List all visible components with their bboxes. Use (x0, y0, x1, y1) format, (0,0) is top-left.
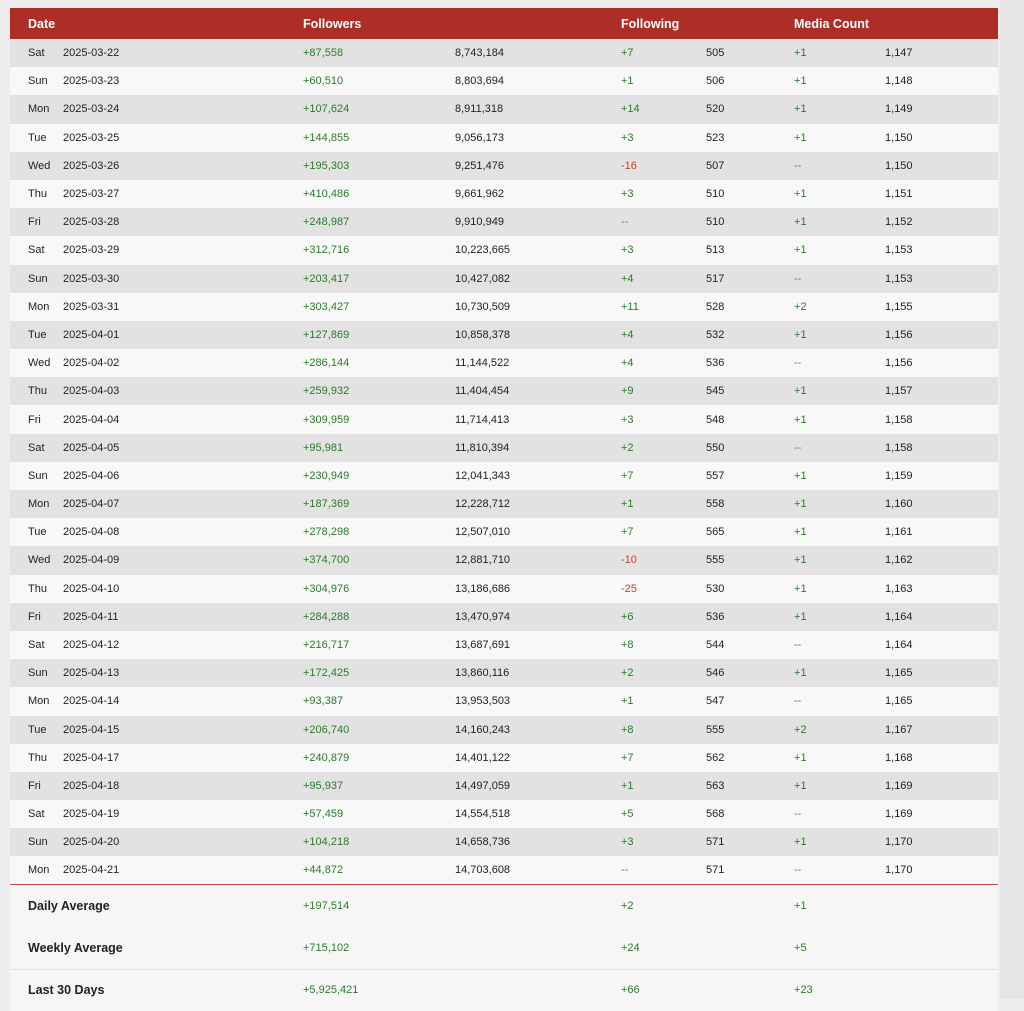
media-total-cell: 1,162 (885, 554, 913, 567)
day-cell: Sat (28, 47, 45, 60)
followers-change-cell: +60,510 (303, 75, 344, 88)
table-row (10, 772, 998, 800)
media-total-cell: 1,153 (885, 272, 913, 285)
date-cell: 2025-03-24 (63, 103, 120, 116)
followers-total-cell: 12,507,010 (455, 526, 511, 539)
scrollbar[interactable] (1000, 0, 1024, 999)
day-cell: Mon (28, 103, 50, 116)
date-cell: 2025-04-10 (63, 582, 120, 595)
followers-change-cell: +286,144 (303, 357, 350, 370)
summary-row (10, 927, 998, 969)
media-change-cell: +2 (794, 300, 807, 313)
summary-followers: +197,514 (303, 900, 350, 913)
following-total-cell: 558 (706, 498, 725, 511)
followers-total-cell: 10,223,665 (455, 244, 511, 257)
date-cell: 2025-04-13 (63, 667, 120, 680)
media-change-cell: +1 (794, 610, 807, 623)
following-total-cell: 523 (706, 131, 725, 144)
date-cell: 2025-03-30 (63, 272, 120, 285)
media-total-cell: 1,169 (885, 779, 913, 792)
followers-change-cell: +230,949 (303, 469, 350, 482)
following-header[interactable]: Following (621, 8, 794, 39)
table-row (10, 236, 998, 264)
table-row (10, 631, 998, 659)
media-change-cell: -- (794, 159, 802, 172)
media-change-cell: +1 (794, 582, 807, 595)
following-total-cell: 568 (706, 808, 725, 821)
following-total-cell: 571 (706, 836, 725, 849)
following-change-cell: +7 (621, 47, 634, 60)
following-total-cell: 544 (706, 639, 725, 652)
followers-total-cell: 13,186,686 (455, 582, 511, 595)
media-count-header[interactable]: Media Count (794, 8, 998, 39)
media-total-cell: 1,153 (885, 244, 913, 257)
media-total-cell: 1,160 (885, 498, 913, 511)
day-cell: Mon (28, 695, 50, 708)
table-summary (10, 885, 998, 1011)
date-cell: 2025-03-28 (63, 216, 120, 229)
media-total-cell: 1,156 (885, 328, 913, 341)
following-change-cell: +1 (621, 498, 634, 511)
date-cell: 2025-04-03 (63, 385, 120, 398)
followers-total-cell: 12,881,710 (455, 554, 511, 567)
table-row (10, 152, 998, 180)
day-cell: Fri (28, 216, 41, 229)
date-cell: 2025-04-04 (63, 413, 120, 426)
followers-change-cell: +187,369 (303, 498, 350, 511)
table-row (10, 828, 998, 856)
followers-change-cell: +410,486 (303, 188, 350, 201)
media-total-cell: 1,169 (885, 808, 913, 821)
table-row (10, 349, 998, 377)
media-total-cell: 1,168 (885, 751, 913, 764)
table-row (10, 462, 998, 490)
media-total-cell: 1,167 (885, 723, 913, 736)
media-change-cell: -- (794, 695, 802, 708)
following-change-cell: -10 (621, 554, 637, 567)
followers-total-cell: 9,910,949 (455, 216, 504, 229)
following-change-cell: +3 (621, 244, 634, 257)
following-total-cell: 536 (706, 357, 725, 370)
followers-change-cell: +284,288 (303, 610, 350, 623)
day-cell: Tue (28, 131, 47, 144)
day-cell: Wed (28, 554, 51, 567)
following-change-cell: +8 (621, 723, 634, 736)
media-change-cell: -- (794, 808, 802, 821)
following-total-cell: 507 (706, 159, 725, 172)
following-change-cell: +7 (621, 751, 634, 764)
date-cell: 2025-03-27 (63, 188, 120, 201)
media-change-cell: -- (794, 357, 802, 370)
following-total-cell: 513 (706, 244, 725, 257)
media-change-cell: +1 (794, 131, 807, 144)
table-row (10, 180, 998, 208)
table-row (10, 293, 998, 321)
date-cell: 2025-04-11 (63, 610, 119, 623)
media-change-cell: +1 (794, 779, 807, 792)
following-change-cell: +1 (621, 75, 634, 88)
day-cell: Sun (28, 469, 48, 482)
followers-total-cell: 13,860,116 (455, 667, 510, 680)
followers-change-cell: +374,700 (303, 554, 350, 567)
media-change-cell: +1 (794, 469, 807, 482)
table-row (10, 124, 998, 152)
day-cell: Sat (28, 441, 45, 454)
date-cell: 2025-03-31 (63, 300, 120, 313)
following-change-cell: +4 (621, 328, 634, 341)
following-total-cell: 520 (706, 103, 725, 116)
table-row (10, 95, 998, 123)
following-total-cell: 506 (706, 75, 725, 88)
media-total-cell: 1,150 (885, 131, 913, 144)
following-change-cell: +1 (621, 695, 634, 708)
summary-media: +1 (794, 900, 807, 913)
followers-total-cell: 10,858,378 (455, 328, 511, 341)
summary-following: +66 (621, 969, 794, 1011)
followers-change-cell: +95,937 (303, 779, 344, 792)
following-change-cell: +7 (621, 469, 634, 482)
followers-change-cell: +216,717 (303, 639, 350, 652)
date-cell: 2025-04-18 (63, 779, 120, 792)
following-total-cell: 510 (706, 216, 725, 229)
media-change-cell: -- (794, 639, 802, 652)
day-cell: Wed (28, 357, 51, 370)
day-cell: Sat (28, 244, 45, 257)
followers-total-cell: 12,041,343 (455, 469, 511, 482)
following-total-cell: 546 (706, 667, 725, 680)
day-cell: Thu (28, 751, 47, 764)
following-total-cell: 571 (706, 864, 725, 877)
following-change-cell: -16 (621, 159, 637, 172)
date-cell: 2025-04-08 (63, 526, 120, 539)
table-row (10, 856, 998, 884)
followers-change-cell: +303,427 (303, 300, 350, 313)
summary-media: +5 (794, 941, 807, 954)
media-change-cell: +1 (794, 526, 807, 539)
followers-total-cell: 11,810,394 (455, 441, 510, 454)
date-header[interactable]: Date (10, 8, 303, 39)
table-row (10, 67, 998, 95)
media-change-cell: +1 (794, 498, 807, 511)
followers-change-cell: +304,976 (303, 582, 350, 595)
summary-followers: +715,102 (303, 941, 350, 954)
following-change-cell: +6 (621, 610, 634, 623)
media-total-cell: 1,148 (885, 75, 913, 88)
date-cell: 2025-03-22 (63, 47, 120, 60)
media-total-cell: 1,165 (885, 667, 913, 680)
table-row (10, 39, 998, 67)
following-change-cell: +8 (621, 639, 634, 652)
followers-total-cell: 14,658,736 (455, 836, 511, 849)
summary-row (10, 969, 998, 1011)
date-cell: 2025-04-19 (63, 808, 120, 821)
summary-label: Weekly Average (28, 940, 123, 955)
following-change-cell: +3 (621, 188, 634, 201)
followers-total-cell: 14,554,518 (455, 808, 511, 821)
media-change-cell: -- (794, 272, 802, 285)
table-row (10, 518, 998, 546)
day-cell: Fri (28, 413, 41, 426)
followers-change-cell: +127,869 (303, 328, 350, 341)
following-change-cell: +4 (621, 272, 634, 285)
date-cell: 2025-04-21 (63, 864, 120, 877)
table-row (10, 546, 998, 574)
date-cell: 2025-04-20 (63, 836, 120, 849)
table-row (10, 603, 998, 631)
followers-change-cell: +259,932 (303, 385, 350, 398)
table-row (10, 265, 998, 293)
followers-total-cell: 8,743,184 (455, 47, 504, 60)
following-change-cell: +9 (621, 385, 634, 398)
following-total-cell: 517 (706, 272, 725, 285)
following-change-cell: +4 (621, 357, 634, 370)
summary-following: +2 (621, 900, 634, 913)
day-cell: Wed (28, 159, 51, 172)
date-cell: 2025-04-12 (63, 639, 120, 652)
media-total-cell: 1,152 (885, 216, 913, 229)
following-change-cell: +3 (621, 413, 634, 426)
following-total-cell: 563 (706, 779, 725, 792)
date-cell: 2025-04-09 (63, 554, 120, 567)
day-cell: Mon (28, 300, 50, 313)
following-total-cell: 532 (706, 328, 725, 341)
media-change-cell: +1 (794, 751, 807, 764)
media-total-cell: 1,163 (885, 582, 913, 595)
following-total-cell: 550 (706, 441, 725, 454)
table-row (10, 405, 998, 433)
media-change-cell: +1 (794, 413, 807, 426)
following-total-cell: 528 (706, 300, 725, 313)
media-total-cell: 1,159 (885, 469, 913, 482)
summary-row (10, 885, 998, 927)
followers-change-cell: +195,303 (303, 159, 350, 172)
table-row (10, 716, 998, 744)
followers-total-cell: 13,687,691 (455, 639, 511, 652)
followers-total-cell: 10,730,509 (455, 300, 511, 313)
following-total-cell: 505 (706, 47, 725, 60)
followers-change-cell: +104,218 (303, 836, 350, 849)
date-cell: 2025-04-15 (63, 723, 120, 736)
table-row (10, 659, 998, 687)
media-change-cell: +1 (794, 75, 807, 88)
followers-change-cell: +309,959 (303, 413, 350, 426)
day-cell: Tue (28, 328, 47, 341)
following-change-cell: +1 (621, 779, 634, 792)
media-change-cell: +1 (794, 328, 807, 341)
following-total-cell: 557 (706, 469, 725, 482)
media-total-cell: 1,151 (885, 188, 913, 201)
followers-change-cell: +93,387 (303, 695, 344, 708)
day-cell: Tue (28, 723, 47, 736)
following-change-cell: +2 (621, 667, 634, 680)
followers-change-cell: +87,558 (303, 47, 344, 60)
followers-change-cell: +278,298 (303, 526, 350, 539)
followers-total-cell: 14,401,122 (455, 751, 511, 764)
following-change-cell: -- (621, 216, 629, 229)
date-cell: 2025-04-17 (63, 751, 120, 764)
date-cell: 2025-03-29 (63, 244, 120, 257)
following-change-cell: +3 (621, 131, 634, 144)
media-total-cell: 1,157 (885, 385, 913, 398)
media-total-cell: 1,165 (885, 695, 913, 708)
media-total-cell: 1,149 (885, 103, 913, 116)
day-cell: Sun (28, 667, 48, 680)
media-total-cell: 1,170 (885, 836, 913, 849)
media-total-cell: 1,161 (885, 526, 913, 539)
following-total-cell: 536 (706, 610, 725, 623)
day-cell: Thu (28, 385, 47, 398)
following-total-cell: 510 (706, 188, 725, 201)
followers-total-cell: 12,228,712 (455, 498, 511, 511)
summary-label: Daily Average (28, 899, 110, 914)
following-change-cell: +5 (621, 808, 634, 821)
followers-change-cell: +248,987 (303, 216, 350, 229)
table-row (10, 490, 998, 518)
followers-total-cell: 9,251,476 (455, 159, 504, 172)
followers-total-cell: 11,144,522 (455, 357, 510, 370)
media-total-cell: 1,156 (885, 357, 913, 370)
table-row (10, 377, 998, 405)
followers-total-cell: 9,056,173 (455, 131, 504, 144)
table-body (10, 39, 998, 885)
followers-change-cell: +312,716 (303, 244, 350, 257)
summary-following: +24 (621, 941, 640, 954)
media-change-cell: +1 (794, 385, 807, 398)
media-change-cell: +1 (794, 667, 807, 680)
table-row (10, 208, 998, 236)
media-change-cell: +1 (794, 188, 807, 201)
followers-total-cell: 14,497,059 (455, 779, 511, 792)
table-row (10, 744, 998, 772)
day-cell: Mon (28, 864, 50, 877)
day-cell: Sun (28, 75, 48, 88)
followers-total-cell: 8,911,318 (455, 103, 504, 116)
day-cell: Thu (28, 188, 47, 201)
following-change-cell: -- (621, 864, 629, 877)
day-cell: Fri (28, 610, 41, 623)
date-cell: 2025-04-02 (63, 357, 120, 370)
day-cell: Fri (28, 779, 41, 792)
followers-total-cell: 10,427,082 (455, 272, 511, 285)
following-total-cell: 565 (706, 526, 725, 539)
following-total-cell: 547 (706, 695, 725, 708)
media-change-cell: +1 (794, 244, 807, 257)
table-header (10, 8, 998, 39)
following-total-cell: 562 (706, 751, 725, 764)
followers-change-cell: +203,417 (303, 272, 350, 285)
date-cell: 2025-03-25 (63, 131, 120, 144)
following-change-cell: -25 (621, 582, 637, 595)
table-row (10, 800, 998, 828)
media-change-cell: +1 (794, 554, 807, 567)
followers-change-cell: +240,879 (303, 751, 350, 764)
followers-total-cell: 13,470,974 (455, 610, 511, 623)
followers-total-cell: 11,714,413 (455, 413, 510, 426)
day-cell: Sat (28, 808, 45, 821)
followers-total-cell: 9,661,962 (455, 188, 504, 201)
media-total-cell: 1,164 (885, 610, 913, 623)
table-row (10, 575, 998, 603)
media-change-cell: +2 (794, 723, 807, 736)
day-cell: Thu (28, 582, 47, 595)
date-cell: 2025-04-07 (63, 498, 120, 511)
table-row (10, 687, 998, 715)
day-cell: Sat (28, 639, 45, 652)
followers-change-cell: +95,981 (303, 441, 344, 454)
date-cell: 2025-03-26 (63, 159, 120, 172)
date-cell: 2025-03-23 (63, 75, 120, 88)
media-total-cell: 1,158 (885, 441, 913, 454)
media-change-cell: +1 (794, 216, 807, 229)
media-change-cell: -- (794, 864, 802, 877)
table-row (10, 321, 998, 349)
followers-change-cell: +107,624 (303, 103, 350, 116)
followers-header[interactable]: Followers (303, 8, 621, 39)
following-change-cell: +14 (621, 103, 640, 116)
followers-change-cell: +57,459 (303, 808, 344, 821)
summary-label: Last 30 Days (10, 969, 303, 1011)
followers-total-cell: 11,404,454 (455, 385, 510, 398)
table-row (10, 434, 998, 462)
media-total-cell: 1,158 (885, 413, 913, 426)
followers-total-cell: 13,953,503 (455, 695, 511, 708)
media-total-cell: 1,150 (885, 159, 913, 172)
media-total-cell: 1,155 (885, 300, 913, 313)
following-total-cell: 545 (706, 385, 725, 398)
media-change-cell: +1 (794, 47, 807, 60)
following-change-cell: +3 (621, 836, 634, 849)
stats-table (10, 8, 998, 1011)
summary-followers: +5,925,421 (303, 969, 621, 1011)
following-change-cell: +2 (621, 441, 634, 454)
day-cell: Sun (28, 272, 48, 285)
date-cell: 2025-04-05 (63, 441, 120, 454)
summary-media: +23 (794, 969, 998, 1011)
day-cell: Tue (28, 526, 47, 539)
followers-total-cell: 14,160,243 (455, 723, 511, 736)
stats-panel (10, 8, 998, 999)
following-change-cell: +11 (621, 300, 639, 313)
followers-change-cell: +206,740 (303, 723, 350, 736)
media-total-cell: 1,147 (885, 47, 913, 60)
media-change-cell: +1 (794, 836, 807, 849)
date-cell: 2025-04-06 (63, 469, 120, 482)
followers-change-cell: +172,425 (303, 667, 350, 680)
followers-total-cell: 14,703,608 (455, 864, 511, 877)
followers-total-cell: 8,803,694 (455, 75, 504, 88)
following-total-cell: 548 (706, 413, 725, 426)
following-total-cell: 530 (706, 582, 725, 595)
following-total-cell: 555 (706, 554, 725, 567)
following-total-cell: 555 (706, 723, 725, 736)
day-cell: Mon (28, 498, 50, 511)
followers-change-cell: +44,872 (303, 864, 344, 877)
media-total-cell: 1,164 (885, 639, 913, 652)
day-cell: Sun (28, 836, 48, 849)
following-change-cell: +7 (621, 526, 634, 539)
followers-change-cell: +144,855 (303, 131, 350, 144)
media-change-cell: -- (794, 441, 802, 454)
media-total-cell: 1,170 (885, 864, 913, 877)
date-cell: 2025-04-14 (63, 695, 120, 708)
media-change-cell: +1 (794, 103, 807, 116)
date-cell: 2025-04-01 (63, 328, 120, 341)
